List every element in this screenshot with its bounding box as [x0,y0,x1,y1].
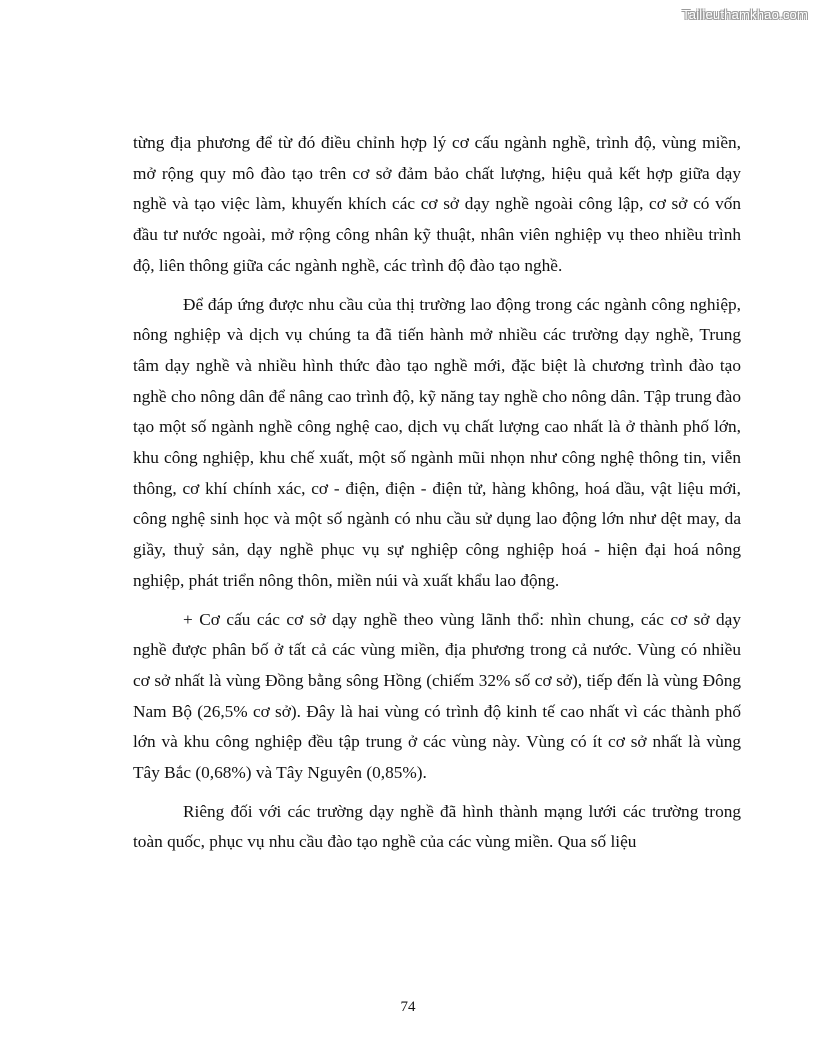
paragraph-1: từng địa phương để từ đó điều chỉnh hợp lý cơ cấu ngành nghề, trình độ, vùng miền, mở rộng quy mô đào tạo trên cơ sở đảm bảo chất lượng, hiệu quả kết hợp giữa dạy nghề và tạo việc làm, khuyến khích các cơ sở dạy nghề ngoài công lập, cơ sở có vốn đầu tư nước ngoài, mở rộng công nhân kỹ thuật, nhân viên nghiệp vụ theo nhiều trình độ, liên thông giữa các ngành nghề, các trình độ đào tạo nghề. [133,133,741,275]
page-number: 74 [400,999,416,1015]
paragraph-3: + Cơ cấu các cơ sở dạy nghề theo vùng lãnh thổ: nhìn chung, các cơ sở dạy nghề được phân bố ở tất cả các vùng miền, địa phương trong cả nước. Vùng có nhiều cơ sở nhất là vùng Đồng bằng sông Hồng (chiếm 32% số cơ sở), tiếp đến là vùng Đông Nam Bộ (26,5% cơ sở). Đây là hai vùng có trình độ kinh tế cao nhất vì các thành phố lớn và khu công nghiệp đều tập trung ở các vùng này. Vùng có ít cơ sở nhất là vùng Tây Bắc (0,68%) và Tây Nguyên (0,85%). [133,609,741,783]
document-body [133,128,741,866]
watermark-text: Tailieuthamkhao.com [682,7,808,22]
paragraph-2: Để đáp ứng được nhu cầu của thị trường lao động trong các ngành công nghiệp, nông nghiệp và dịch vụ chúng ta đã tiến hành mở nhiều các trường dạy nghề, Trung tâm dạy nghề và nhiều hình thức đào tạo nghề mới, đặc biệt là chương trình đào tạo nghề cho nông dân để nâng cao trình độ, kỹ năng tay nghề cho nông dân. Tập trung đào tạo một số ngành nghề công nghệ cao, dịch vụ chất lượng cao nhất là ở thành phố lớn, khu công nghiệp, khu chế xuất, một số ngành mũi nhọn như công nghệ thông tin, viễn thông, cơ khí chính xác, cơ - điện, điện - điện tử, hàng không, hoá dầu, vật liệu mới, công nghệ sinh học và một số ngành có nhu cầu sử dụng lao động lớn như dệt may, da giầy, thuỷ sản, dạy nghề phục vụ sự nghiệp công nghiệp hoá - hiện đại hoá nông nghiệp, phát triển nông thôn, miền núi và xuất khẩu lao động. [133,294,741,590]
paragraph-4: Riêng đối với các trường dạy nghề đã hình thành mạng lưới các trường trong toàn quốc, phục vụ nhu cầu đào tạo nghề của các vùng miền. Qua số liệu [133,801,741,852]
